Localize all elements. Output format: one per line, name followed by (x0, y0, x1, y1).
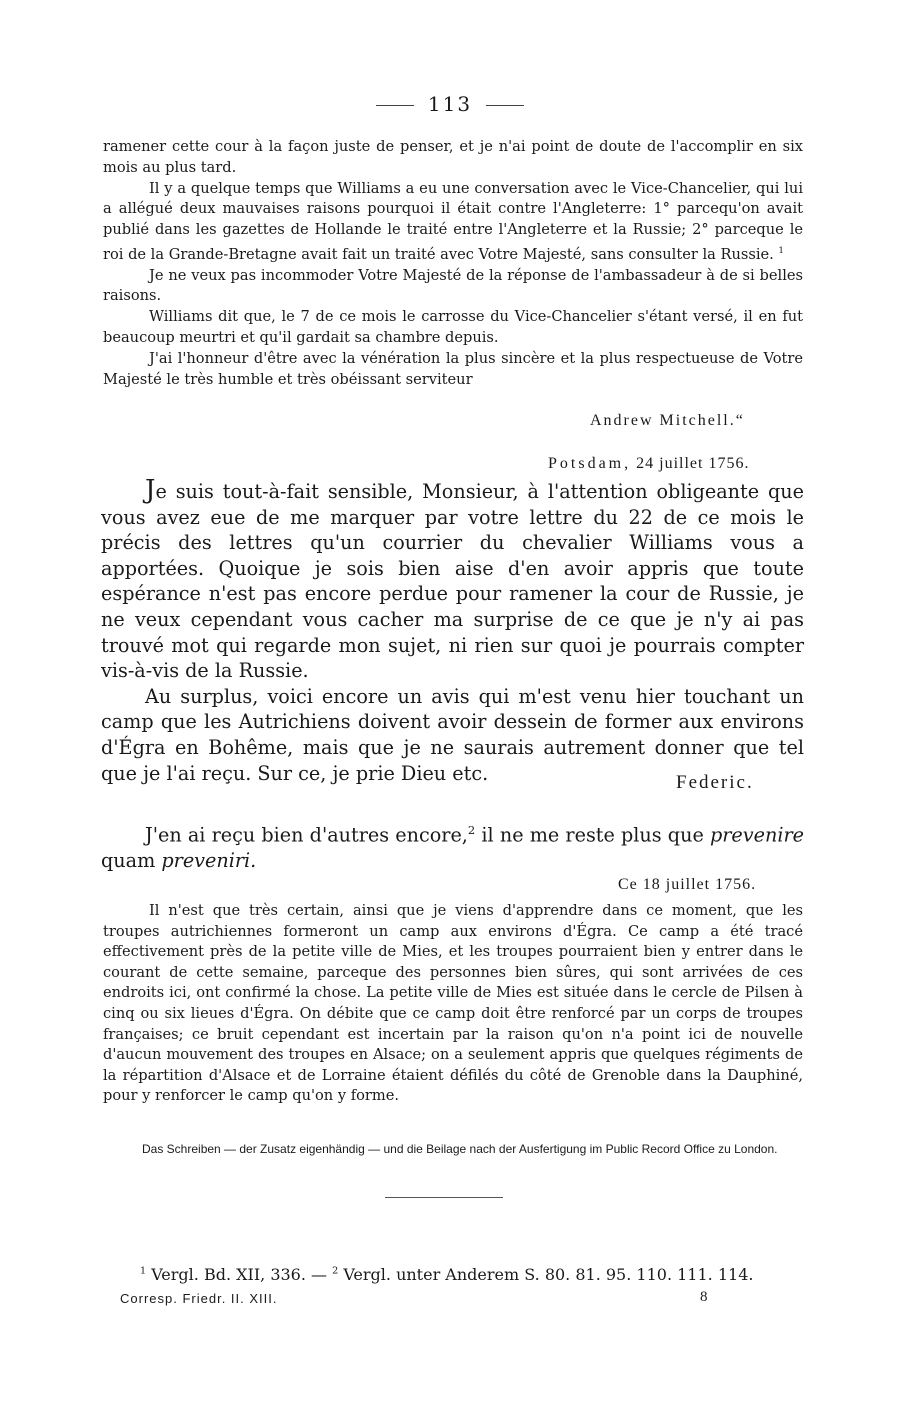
page-number: 113 (427, 92, 473, 116)
dateline-enclosure: Ce 18 juillet 1756. (618, 876, 757, 893)
footer (120, 1291, 720, 1306)
letter-mitchell-body (103, 137, 803, 390)
header-rule-left (376, 105, 414, 106)
signature-mitchell: Andrew Mitchell.“ (590, 412, 745, 429)
enclosure-body (103, 901, 803, 1107)
paragraph: ramener cette cour à la façon juste de penser, et je n'ai point de doute de l'accomplir en six mois au plus tard. (103, 138, 803, 176)
paragraph: Il y a quelque temps que Williams a eu une conversation avec le Vice-Chancelier, qui lui a allégué deux mauvaises raisons pourquoi il était contre l'Angleterre: 1° parcequ'on avait publié dans les gazettes de Hollande le traité entre l'Angleterre et la Russie; 2° parceque le roi de la Grande-Bretagne avait fait un traité avec Votre Majesté, sans consulter la Russie. $^1$ (103, 179, 803, 263)
footnote-ref: 1 (778, 245, 784, 256)
paragraph: J'ai l'honneur d'être avec la vénération la plus sincère et la plus respectueuse de Votre Majesté le très humble et très obéissant serviteur (103, 349, 803, 388)
page-header (0, 92, 900, 116)
signature-line: Corresp. Friedr. II. XIII. (120, 1291, 278, 1306)
paragraph: Williams dit que, le 7 de ce mois le carrosse du Vice-Chancelier s'étant versé, il en fut beaucoup meurtri et qu'il gardait sa chambre depuis. (103, 308, 803, 347)
postscript (101, 818, 804, 874)
letter-frederic-body (101, 475, 804, 786)
archive-note: Das Schreiben — der Zusatz eigenhändig — und die Beilage nach der Ausfertigung im Public Record Office zu London. (142, 1142, 778, 1156)
signature-federic: Federic. (676, 772, 754, 793)
paragraph: Je ne veux pas incommoder Votre Majesté de la réponse de l'ambassadeur à de si belles raisons. (103, 266, 803, 305)
paragraph: Il n'est que très certain, ainsi que je viens d'apprendre dans ce moment, que les troupes autrichiennes formeront un camp aux environs d'Égra. Ce camp a été tracé effectivement près de la petite ville de Mies, et les troupes pourraient bien y entrer dans le courant de cette semaine, parceque des personnes bien sûres, qui sont arrivées de ces endroits ici, ont confirmé la chose. La petite ville de Mies est située dans le cercle de Pilsen à cinq ou six lieues d'Égra. On débite que ce camp doit être renforcé par un corps de troupes françaises; ce bruit cependant est incertain par la raison qu'on n'a point ici de nouvelle d'aucun mouvement des troupes en Alsace; on a seulement appris que quelques régiments de la répartition d'Alsace et de Lorraine étaient défilés du côté de Grenoble dans la Dauphiné, pour y renforcer le camp qu'on y forme. (103, 902, 803, 1105)
sheet-number: 8 (700, 1289, 709, 1305)
paragraph: Au surplus, voici encore un avis qui m'est venu hier touchant un camp que les Autrichiens doivent avoir dessein de former aux environs d'Égra en Bohême, mais que je ne saurais autrement donner que tel que je l'ai reçu. Sur ce, je prie Dieu etc. (101, 684, 804, 785)
header-rule-right (486, 105, 524, 106)
dateline-potsdam: Potsdam, 24 juillet 1756. (548, 455, 750, 472)
paragraph: Je suis tout-à-fait sensible, Monsieur, à l'attention obligeante que vous avez eue de me marquer par votre lettre du 22 de ce mois le précis des lettres qu'un courrier du chevalier Williams vous a apportées. Quoique je sois bien aise d'en avoir appris que toute espérance n'est pas encore perdue pour ramener la cour de Russie, je ne veux cependant vous cacher ma surprise de ce que je n'y ai pas trouvé mot qui regarde mon sujet, ni rien sur quoi je pourrais compter vis-à-vis de la Russie. (101, 475, 804, 683)
footnotes: $^1$ Vergl. Bd. XII, 336. — $^2$ Vergl. unter Anderem S. 80. 81. 95. 110. 111. 114. (140, 1265, 754, 1284)
divider (385, 1197, 503, 1198)
footnote-ref: 2 (467, 823, 476, 837)
paragraph: J'en ai reçu bien d'autres encore,$^2$ il ne me reste plus que prevenire quam preveniri. (101, 823, 804, 872)
